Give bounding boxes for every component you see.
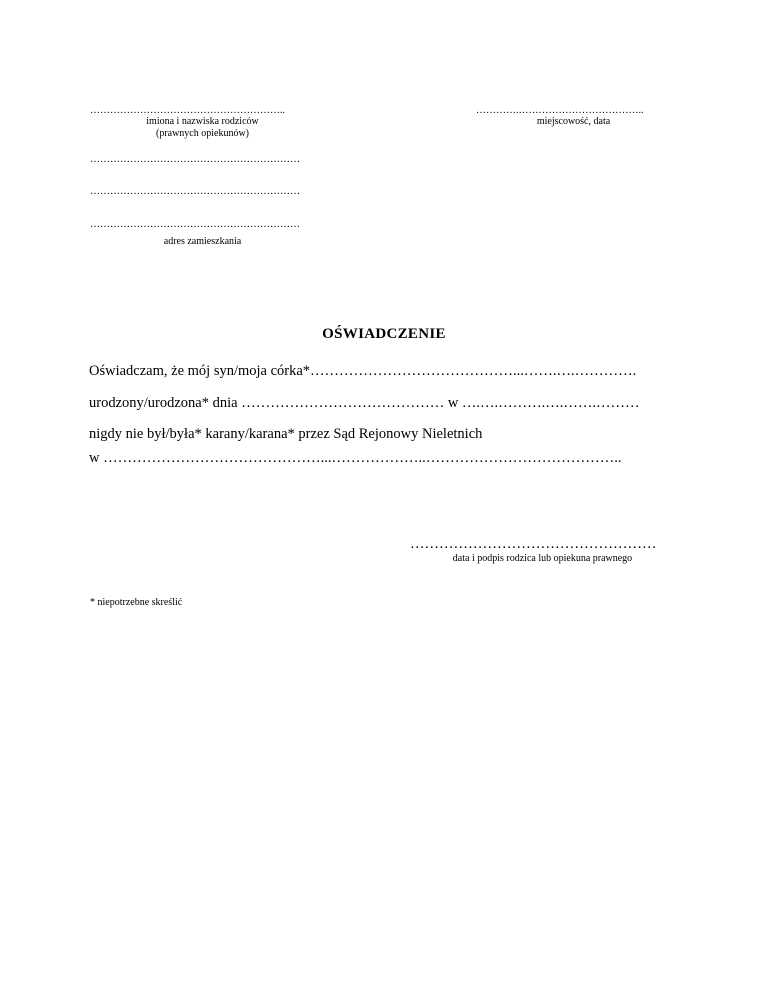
address-line-2: ……………………………………………………… bbox=[90, 186, 300, 197]
signature-dots: …………………………………………… bbox=[410, 536, 657, 552]
parents-names-label bbox=[90, 116, 315, 140]
address-line-1: ……………………………………………………… bbox=[90, 154, 300, 165]
address-line-3: ……………………………………………………… bbox=[90, 219, 300, 230]
parents-names-dots: ………………………………………………….. bbox=[90, 105, 285, 116]
footnote: * niepotrzebne skreślić bbox=[90, 597, 183, 608]
place-date-label: miejscowość, data bbox=[536, 116, 611, 127]
document-title: OŚWIADCZENIE bbox=[322, 326, 446, 342]
statement-line-1: Oświadczam, że mój syn/moja córka*……………………………………...…….….…………. bbox=[89, 363, 637, 379]
statement-line-4: w ………………………………………...………………..………………………………….. bbox=[89, 450, 622, 466]
parents-names-label-line1: imiona i nazwiska rodziców bbox=[146, 116, 259, 127]
statement-line-2: urodzony/urodzona* dnia …………………………………… w ….….……….….…….……… bbox=[89, 395, 640, 411]
address-label: adres zamieszkania bbox=[163, 236, 242, 247]
signature-label: data i podpis rodzica lub opiekuna prawnego bbox=[452, 553, 633, 564]
parents-names-label-line2: (prawnych opiekunów) bbox=[155, 128, 250, 139]
place-date-dots: ………….……………………………….. bbox=[476, 105, 644, 116]
statement-line-3: nigdy nie był/była* karany/karana* przez Sąd Rejonowy Nieletnich bbox=[89, 426, 483, 442]
